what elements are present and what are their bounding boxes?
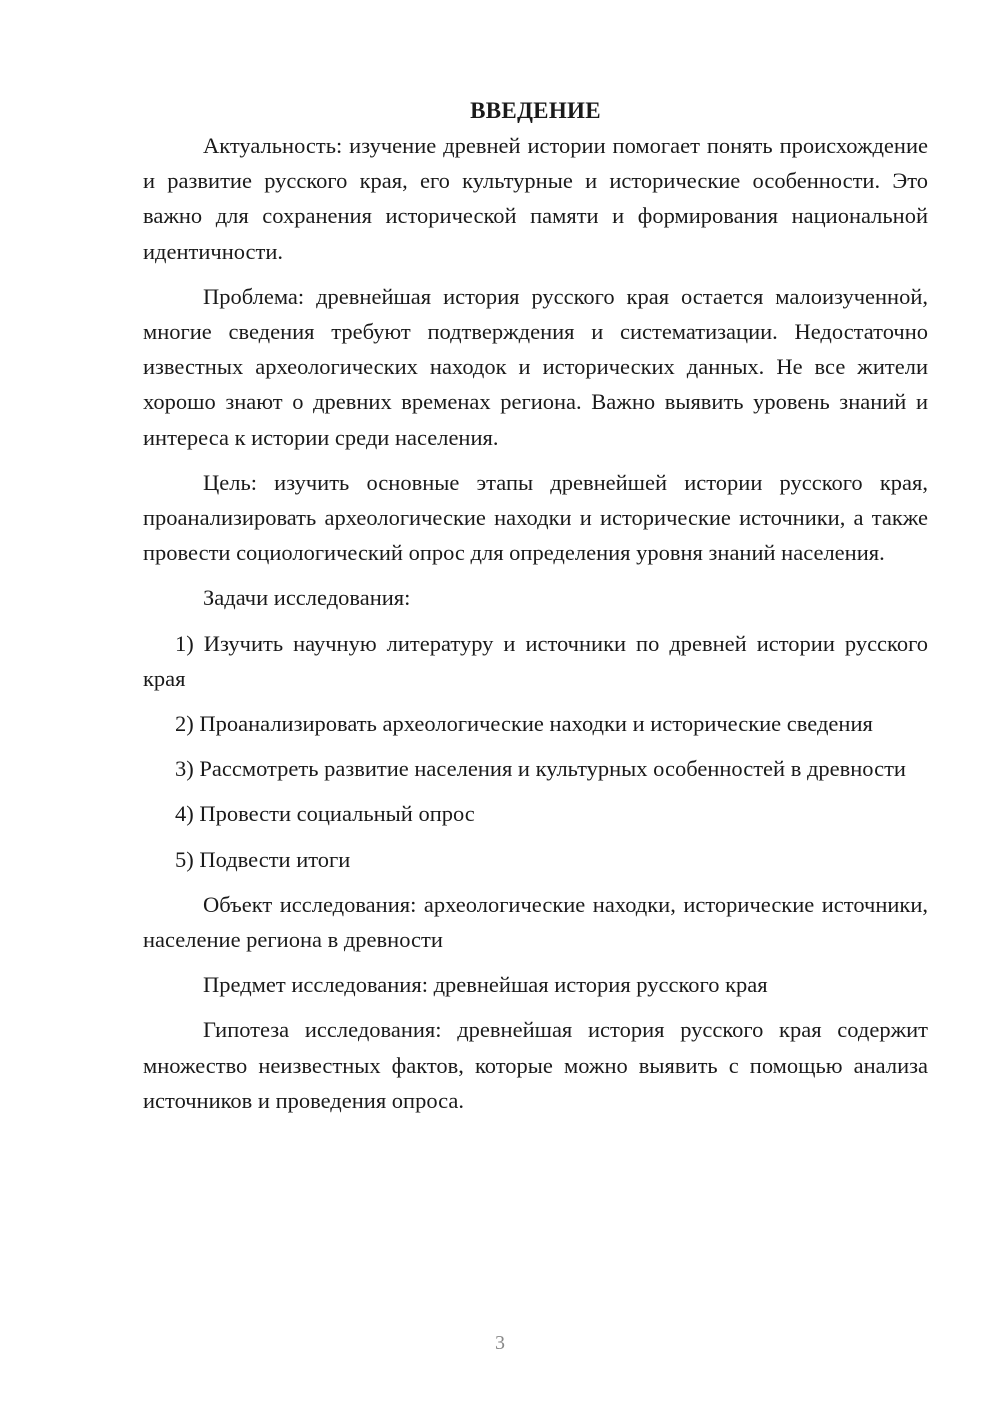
problem-paragraph: Проблема: древнейшая история русского края остается малоизученной, многие сведения требуют подтверждения и систематизации. Недостаточно известных археологических находок и исторических данных. Не все жители хорошо знают о древних временах региона. Важно выявить уровень знаний и интереса к истории среди населения. — [143, 283, 928, 450]
task-item-4: 4) Провести социальный опрос — [175, 801, 475, 827]
task-item-2: 2) Проанализировать археологические находки и исторические сведения — [175, 711, 873, 737]
section-heading: ВВЕДЕНИЕ — [470, 98, 601, 123]
document-page — [143, 96, 928, 1128]
page-number: 3 — [495, 1332, 505, 1354]
subject-paragraph: Предмет исследования: древнейшая история русского края — [203, 972, 768, 998]
task-item-1: 1) Изучить научную литературу и источники по древней истории русского края — [143, 630, 928, 691]
relevance-paragraph: Актуальность: изучение древней истории помогает понять происхождение и развитие русского края, его культурные и исторические особенности. Это важно для сохранения исторической памяти и формирования национальной идентичности. — [143, 133, 928, 264]
tasks-heading: Задачи исследования: — [203, 585, 411, 611]
object-paragraph: Объект исследования: археологические находки, исторические источники, население региона в древности — [143, 891, 928, 953]
task-item-3: 3) Рассмотреть развитие населения и культурных особенностей в древности — [175, 756, 906, 782]
task-item-5: 5) Подвести итоги — [175, 846, 351, 872]
goal-paragraph: Цель: изучить основные этапы древнейшей истории русского края, проанализировать археологические находки и исторические источники, а также провести социологический опрос для определения уровня знаний населения. — [143, 469, 928, 566]
hypothesis-paragraph: Гипотеза исследования: древнейшая история русского края содержит множество неизвестных фактов, которые можно выявить с помощью анализа источников и проведения опроса. — [143, 1017, 928, 1113]
